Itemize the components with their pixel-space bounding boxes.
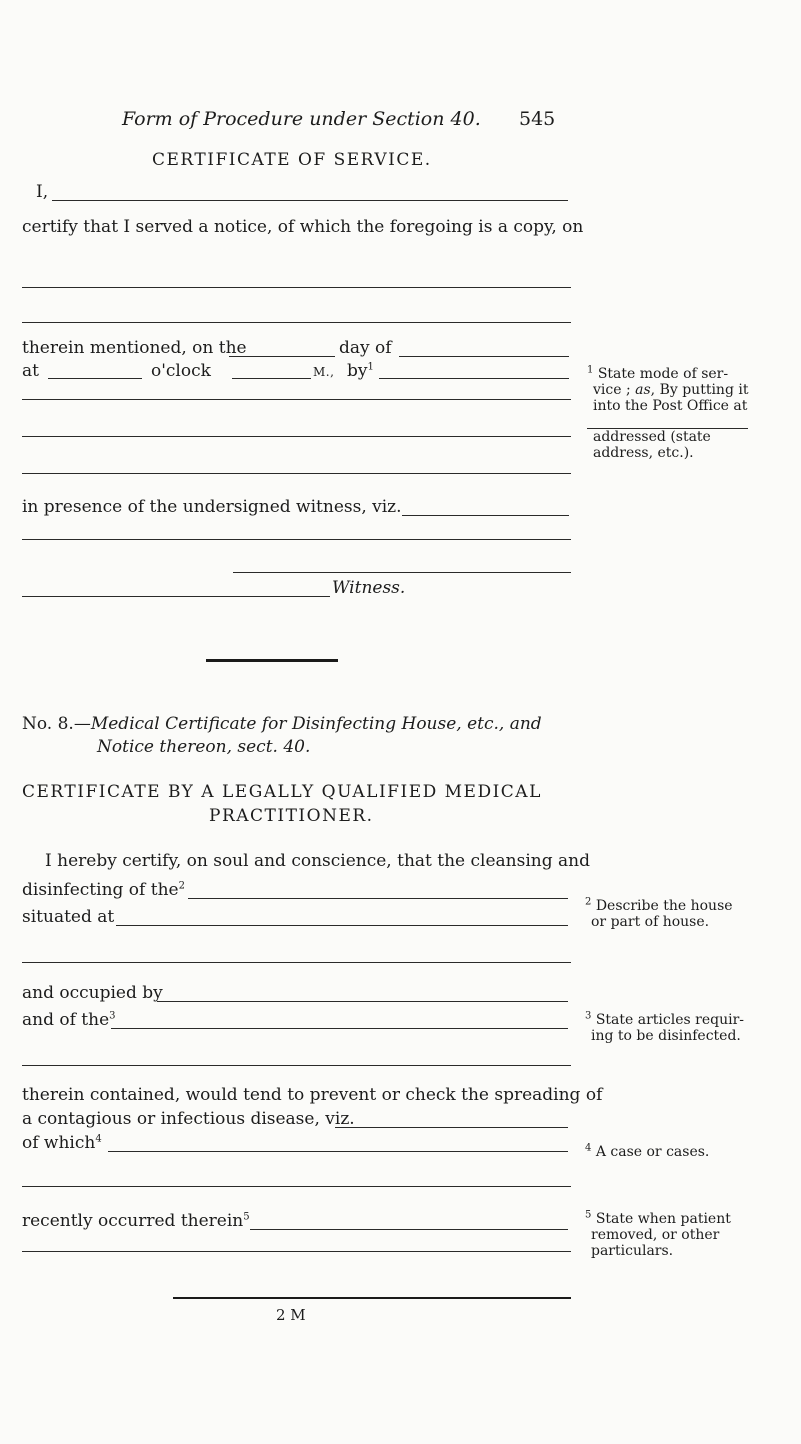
footnote-3: $^3$ State articles requir- ing to be disinfected. (585, 1010, 744, 1044)
blank-month (399, 356, 569, 357)
section8-therein-contained: therein contained, would tend to prevent or check the spreading of (22, 1085, 603, 1105)
blank-particulars (250, 1229, 568, 1230)
service-m: M., (313, 365, 335, 379)
service-oclock: o'clock (151, 361, 211, 381)
section8-p1: I hereby certify, on soul and conscience, that the cleansing and (45, 851, 590, 871)
page-number: 545 (519, 108, 556, 130)
footnote-1: $^1$ State mode of ser- vice ; as, By putting it into the Post Office at addressed (state address, etc.). (587, 364, 749, 461)
running-title: Form of Procedure under Section 40. (122, 108, 481, 130)
service-at: at (22, 361, 39, 381)
footnote-5: $^5$ State when patient removed, or other particulars. (585, 1209, 731, 1259)
section8-contagious: a contagious or infectious disease, viz. (22, 1109, 355, 1129)
blank-line (22, 962, 571, 963)
section-divider (206, 659, 338, 662)
service-witness: Witness. (332, 578, 406, 598)
signature-rule (173, 1297, 571, 1299)
section8-of-which: of which$^4$ (22, 1133, 102, 1153)
blank-by (379, 378, 569, 379)
blank-line (22, 539, 571, 540)
service-certify: certify that I served a notice, of which the foregoing is a copy, on (22, 217, 584, 237)
footnote-4: $^4$ A case or cases. (585, 1142, 710, 1160)
section8-disinfecting: disinfecting of the$^2$ (22, 880, 185, 900)
blank-minute (232, 378, 311, 379)
section8-heading: No. 8.—Medical Certificate for Disinfecting House, etc., and (22, 714, 542, 734)
blank-line (22, 399, 571, 400)
blank-premises (188, 898, 568, 899)
service-i: I, (36, 182, 49, 202)
blank-articles (111, 1028, 568, 1029)
blank-line (22, 473, 571, 474)
blank-occupier (157, 1001, 568, 1002)
blank-line (22, 1065, 571, 1066)
section8-title-line1: CERTIFICATE BY A LEGALLY QUALIFIED MEDICAL (22, 782, 542, 802)
service-presence: in presence of the undersigned witness, viz. (22, 497, 402, 517)
section8-heading-line2: Notice thereon, sect. 40. (97, 737, 311, 757)
blank-hour (48, 378, 142, 379)
section8-recently: recently occurred therein$^5$ (22, 1211, 250, 1231)
blank-disease (335, 1127, 568, 1128)
service-by: $by^1$ (347, 361, 374, 381)
blank-line (22, 1251, 571, 1252)
blank-line (22, 1186, 571, 1187)
blank-address (116, 925, 568, 926)
blank-day (229, 356, 335, 357)
footnote-2: $^2$ Describe the house or part of house. (585, 896, 733, 930)
blank-line (22, 287, 571, 288)
blank-line (233, 572, 571, 573)
section8-situated: situated at (22, 907, 115, 927)
service-day-of: day of (339, 338, 392, 358)
service-therein: therein mentioned, on the (22, 338, 247, 358)
blank-witness-signature (22, 596, 330, 597)
service-title: CERTIFICATE OF SERVICE. (152, 150, 432, 170)
section8-title-line2: PRACTITIONER. (209, 806, 374, 826)
blank-line (22, 322, 571, 323)
blank-witness-name (402, 515, 569, 516)
blank-cases (108, 1151, 568, 1152)
blank-line (22, 436, 571, 437)
blank-name (52, 200, 568, 201)
section8-occupied: and occupied by (22, 983, 163, 1003)
section8-and-of-the: and of the$^3$ (22, 1010, 116, 1030)
signature-mark: 2 M (276, 1306, 306, 1324)
